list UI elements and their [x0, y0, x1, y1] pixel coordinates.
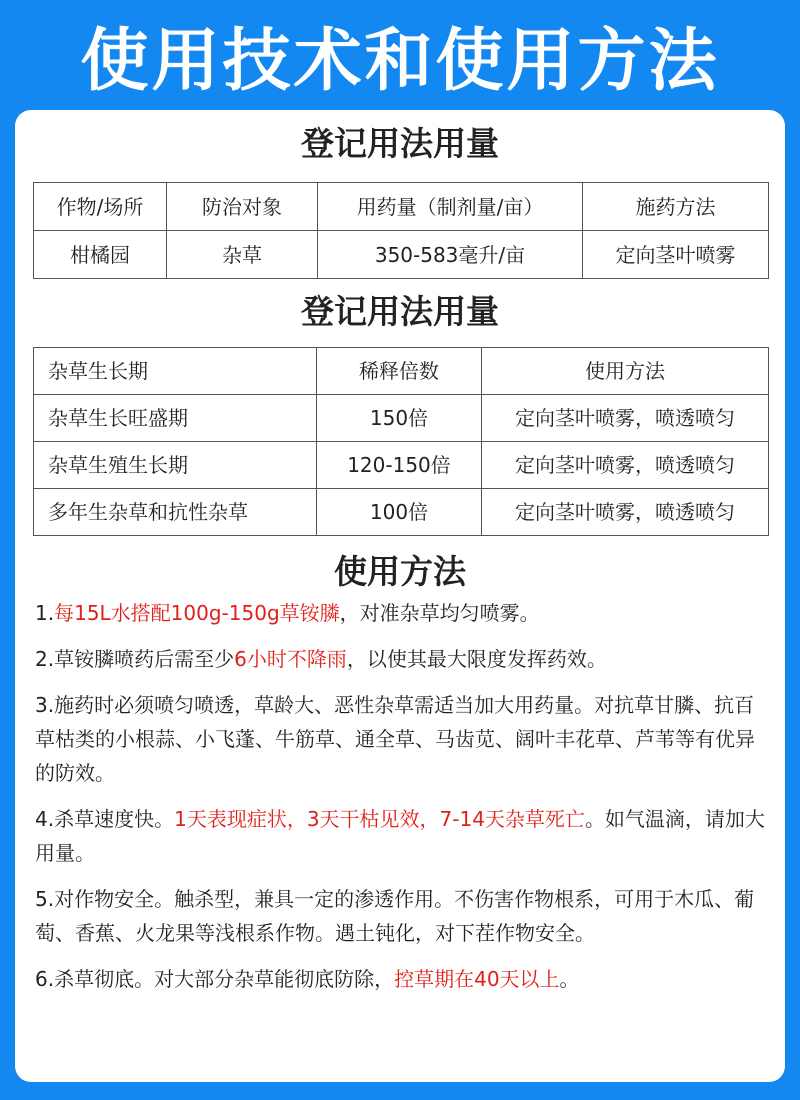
table-header-cell: 施药方法 — [583, 183, 769, 231]
usage-item — [35, 802, 769, 870]
table-header-row — [34, 183, 769, 231]
usage-text: 。 — [559, 967, 580, 991]
table-header-cell: 使用方法 — [482, 348, 769, 395]
registration-table — [33, 182, 769, 279]
table-header-cell: 作物/场所 — [34, 183, 167, 231]
table-cell: 杂草生长旺盛期 — [34, 395, 317, 442]
usage-item — [35, 596, 769, 630]
usage-item — [35, 962, 769, 996]
table-header-row — [34, 348, 769, 395]
usage-text: 6.杀草彻底。对大部分杂草能彻底防除， — [35, 967, 395, 991]
table-cell: 定向茎叶喷雾，喷透喷匀 — [482, 489, 769, 536]
usage-text: ，对准杂草均匀喷雾。 — [339, 601, 540, 625]
dilution-table — [33, 347, 769, 536]
table-cell: 定向茎叶喷雾，喷透喷匀 — [482, 395, 769, 442]
table-cell: 多年生杂草和抗性杂草 — [34, 489, 317, 536]
usage-text: 。如气温滴，请加大用量。 — [35, 807, 765, 865]
table-cell: 100倍 — [317, 489, 482, 536]
usage-item — [35, 882, 769, 950]
table-header-cell: 稀释倍数 — [317, 348, 482, 395]
usage-text: ，以使其最大限度发挥药效。 — [346, 647, 607, 671]
table2-title: 登记用法用量 — [301, 292, 499, 331]
usage-highlight: 每15L水搭配100g-150g草铵膦 — [54, 601, 340, 625]
usage-title: 使用方法 — [334, 552, 466, 591]
usage-highlight: 1天表现症状，3天干枯见效，7-14天杂草死亡 — [174, 807, 585, 831]
usage-text: 2.草铵膦喷药后需至少 — [35, 647, 235, 671]
usage-highlight: 6小时不降雨 — [234, 647, 347, 671]
usage-text: 1. — [35, 601, 55, 625]
table-header-cell: 杂草生长期 — [34, 348, 317, 395]
usage-item — [35, 642, 769, 676]
table1-title: 登记用法用量 — [301, 124, 499, 163]
table-row — [34, 231, 769, 279]
table-row — [34, 442, 769, 489]
table-cell: 定向茎叶喷雾，喷透喷匀 — [482, 442, 769, 489]
table-header-cell: 用药量（制剂量/亩） — [318, 183, 583, 231]
table-cell: 柑橘园 — [34, 231, 167, 279]
usage-item — [35, 688, 769, 790]
usage-text: 4.杀草速度快。 — [35, 807, 175, 831]
table-row — [34, 489, 769, 536]
table-cell: 150倍 — [317, 395, 482, 442]
table-cell: 120-150倍 — [317, 442, 482, 489]
usage-highlight: 控草期在40天以上 — [394, 967, 560, 991]
table-cell: 杂草生殖生长期 — [34, 442, 317, 489]
table-header-cell: 防治对象 — [167, 183, 318, 231]
page-title: 使用技术和使用方法 — [80, 22, 720, 101]
usage-text: 3.施药时必须喷匀喷透，草龄大、恶性杂草需适当加大用药量。对抗草甘膦、抗百草枯类的小根蒜、小飞蓬、牛筋草、通全草、马齿苋、阔叶丰花草、芦苇等有优异的防效。 — [35, 693, 755, 785]
table-row — [34, 395, 769, 442]
content-card — [15, 110, 785, 1082]
table-cell: 定向茎叶喷雾 — [583, 231, 769, 279]
usage-text: 5.对作物安全。触杀型，兼具一定的渗透作用。不伤害作物根系，可用于木瓜、葡萄、香蕉、火龙果等浅根系作物。遇土钝化，对下茬作物安全。 — [35, 887, 755, 945]
table-cell: 350-583毫升/亩 — [318, 231, 583, 279]
usage-list — [35, 596, 769, 1008]
table-cell: 杂草 — [167, 231, 318, 279]
